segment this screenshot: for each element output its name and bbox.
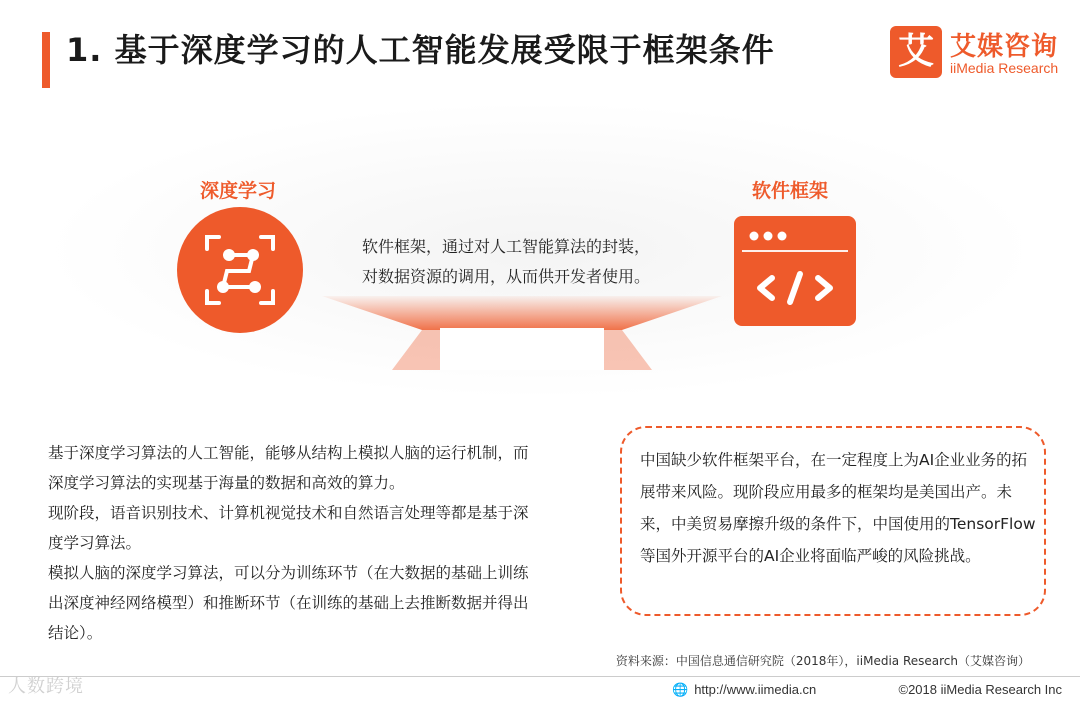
source-note: 资料来源：中国信息通信研究院（2018年），iiMedia Research（艾媒咨询） <box>615 654 1030 668</box>
code-window-icon <box>734 216 856 326</box>
deep-learning-label: 深度学习 <box>200 180 277 202</box>
software-framework-label: 软件框架 <box>752 180 829 202</box>
bridge-line-2: 对数据资源的调用，从而供开发者使用。 <box>362 267 651 286</box>
body-paragraph-2: 现阶段，语音识别技术、计算机视觉技术和自然语言处理等都是基于深度学习算法。 <box>48 504 529 552</box>
brand-logo <box>890 26 1065 82</box>
page-title: 1. 基于深度学习的人工智能发展受限于框架条件 <box>66 31 775 69</box>
left-body-text <box>48 438 538 648</box>
footer-url[interactable] <box>672 682 816 698</box>
bridge-description <box>362 232 650 292</box>
callout-text: 中国缺少软件框架平台，在一定程度上为AI企业业务的拓展带来风险。现阶段应用最多的框架均是美国出产。未来，中美贸易摩擦升级的条件下，中国使用的TensorFlow等国外开源平台的AI企业将面临严峻的风险挑战。 <box>640 451 1036 565</box>
title-accent-bar <box>42 32 50 88</box>
footer-divider <box>0 676 1080 677</box>
footer-copyright: ©2018 iiMedia Research Inc <box>898 682 1062 697</box>
logo-mark: 艾 <box>890 26 942 78</box>
watermark: 人数跨境 <box>8 676 84 697</box>
bridge-shape <box>322 290 722 370</box>
globe-icon: 🌐 <box>672 682 689 697</box>
body-paragraph-1: 基于深度学习算法的人工智能，能够从结构上模拟人脑的运行机制，而深度学习算法的实现基于海量的数据和高效的算力。 <box>48 444 529 492</box>
logo-cn-text: 艾媒咨询 <box>950 32 1059 62</box>
deep-learning-icon <box>177 207 303 333</box>
body-paragraph-3: 模拟人脑的深度学习算法，可以分为训练环节（在大数据的基础上训练出深度神经网络模型）和推断环节（在训练的基础上去推断数据并得出结论）。 <box>48 564 529 642</box>
logo-en-text: iiMedia Research <box>950 60 1059 76</box>
bridge-line-1: 软件框架，通过对人工智能算法的封装， <box>362 237 651 256</box>
footer-url-text[interactable]: http://www.iimedia.cn <box>694 682 817 697</box>
